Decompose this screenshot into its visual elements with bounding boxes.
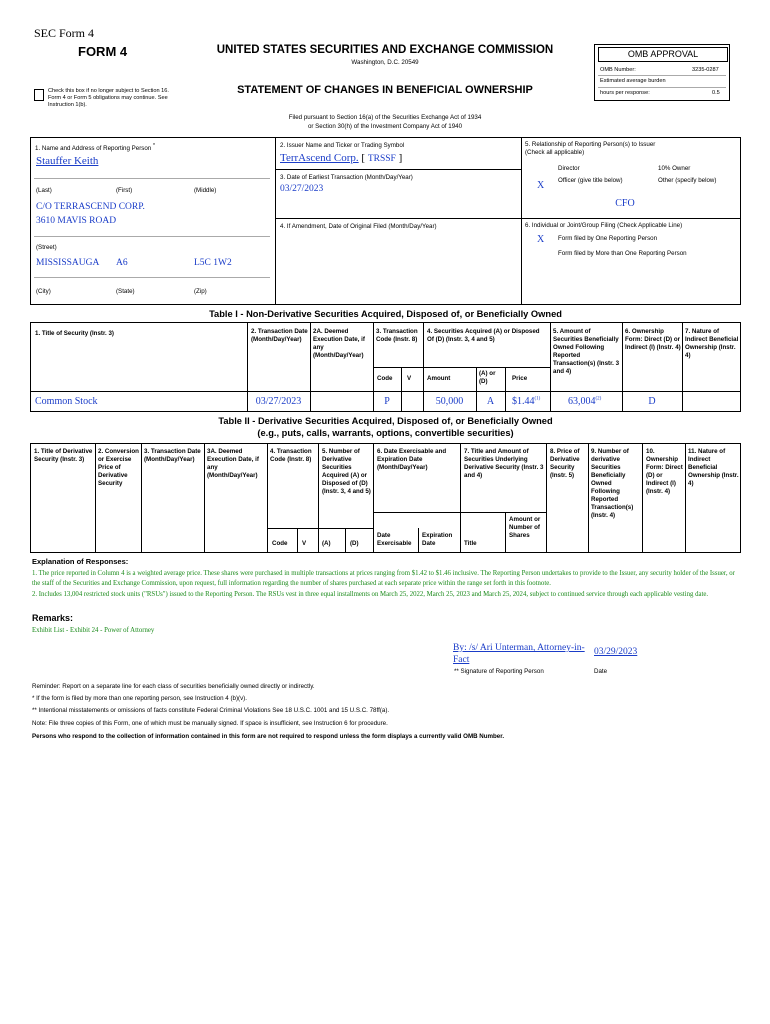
t2-a: (A) (322, 540, 331, 547)
statement-title: STATEMENT OF CHANGES IN BENEFICIAL OWNERSHIP (237, 84, 533, 96)
box6-filing (521, 218, 741, 305)
city-value: MISSISSAUGA (36, 258, 100, 268)
date-label: Date (594, 668, 608, 675)
checkbox-text: Check this box if no longer subject to Section 16. Form 4 or Form 5 obligations may continue. See Instruction 1(b). (48, 88, 169, 108)
omb-title: OMB APPROVAL (598, 47, 728, 62)
box4-label: 4. If Amendment, Date of Original Filed (Month/Day/Year) (280, 223, 437, 230)
reporting-person-name-link[interactable]: Stauffer Keith (36, 155, 99, 167)
omb-burden-label: Estimated average burden (600, 78, 666, 84)
t1-h6: 6. Ownership Form: Direct (D) or Indirect (I) (Instr. 4) (625, 328, 681, 351)
t1-row-date: 03/27/2023 (255, 396, 302, 407)
t2-h1: 1. Title of Derivative Security (Instr. 3) (34, 448, 93, 463)
t2-h7: 7. Title and Amount of Securities Underlying Derivative Security (Instr. 3 and 4) (464, 448, 544, 479)
note-3: Note: File three copies of this Form, one of which must be manually signed. If space is insufficient, see Instruction 6 for procedure. (32, 720, 388, 727)
other-label: Other (specify below) (658, 177, 717, 184)
box6-label: 6. Individual or Joint/Group Filing (Check Applicable Line) (525, 222, 683, 229)
t2-amt: Amount or Number of Shares (509, 516, 541, 539)
t1-code: Code (377, 375, 393, 382)
footnote-1: 1. The price reported in Column 4 is a weighted average price. These shares were purchased in multiple transactions at prices ranging from $1.42 to $1.46 inclusive. The Reporting Person undertakes to provide to the Issuer, any security holder of the Issuer, or the staff of the Securities and Exchange Commission, upon request, full information regarding the number of shares purchased at each separate price within the range set forth in this footnote. (32, 570, 735, 587)
omb-number: 3235-0287 (692, 67, 719, 73)
form-label: FORM 4 (78, 44, 128, 59)
t2-h10: 10. Ownership Form: Direct (D) or Indirect (I) (Instr. 4) (646, 448, 683, 495)
t2-h3: 3. Transaction Date (Month/Day/Year) (144, 448, 201, 463)
omb-hours: 0.5 (712, 90, 720, 96)
t1-h4: 4. Securities Acquired (A) or Disposed Of (D) (Instr. 3, 4 and 5) (427, 328, 540, 343)
earliest-date-value: 03/27/2023 (280, 184, 324, 194)
t1-aord: (A) or (D) (479, 370, 496, 385)
t2-code: Code (272, 540, 288, 547)
t2-h9: 9. Number of derivative Securities Beneficially Owned Following Reported Transaction(s) (Instr. 4) (591, 448, 634, 519)
address-line-2: 3610 MAVIS ROAD (36, 216, 117, 226)
table2-subtitle: (e.g., puts, calls, warrants, options, convertible securities) (257, 428, 514, 438)
t2-t: Title (464, 540, 477, 547)
t2-h8: 8. Price of Derivative Security (Instr. 5) (550, 448, 580, 479)
officer-check-mark[interactable]: X (537, 180, 545, 191)
owner10-label: 10% Owner (658, 165, 691, 172)
t1-row-amount: 50,000 (435, 396, 464, 407)
t1-h1: 1. Title of Security (Instr. 3) (35, 330, 114, 337)
box1-star: * (153, 143, 156, 149)
state-label: (State) (116, 288, 135, 295)
t1-amount: Amount (427, 375, 451, 382)
note-1: * If the form is filed by more than one reporting person, see Instruction 4 (b)(v). (32, 695, 247, 702)
box1-label: 1. Name and Address of Reporting Person (35, 145, 152, 153)
ticker-symbol: TRSSF (367, 154, 396, 164)
zip-label: (Zip) (194, 288, 207, 295)
one-person-check-mark[interactable]: X (537, 234, 545, 245)
officer-title-value: CFO (615, 198, 635, 209)
commission-city: Washington, D.C. 20549 (351, 59, 419, 66)
box4-amendment (275, 218, 522, 305)
table1-title: Table I - Non-Derivative Securities Acquired, Disposed of, or Beneficially Owned (209, 309, 562, 319)
t1-row-aord: A (486, 396, 495, 407)
t2-h6: 6. Date Exercisable and Expiration Date (Month/Day/Year) (377, 448, 447, 471)
t1-h2: 2. Transaction Date (Month/Day/Year) (251, 328, 308, 343)
filed-pursuant-2: or Section 30(h) of the Investment Company Act of 1940 (307, 123, 463, 130)
director-label: Director (558, 165, 580, 172)
box5-label: 5. Relationship of Reporting Person(s) to Issuer (525, 141, 656, 148)
middle-label: (Middle) (194, 187, 217, 194)
signature-by: By: /s/ Ari Unterman, Attorney-in-Fact (453, 643, 585, 665)
t1-row-title: Common Stock (35, 396, 98, 407)
t2-h4: 4. Transaction Code (Instr. 8) (270, 448, 312, 463)
issuer-name-link[interactable]: TerrAscend Corp. (280, 152, 359, 164)
t1-row-price: $1.44 (512, 396, 535, 407)
no-longer-subject-checkbox[interactable] (34, 89, 44, 101)
table2-title: Table II - Derivative Securities Acquired, Disposed of, or Beneficially Owned (218, 416, 553, 426)
t2-h5: 5. Number of Derivative Securities Acquired (A) or Disposed of (D) (Instr. 3, 4 and 5) (322, 448, 371, 495)
page-header: SEC Form 4 (34, 26, 95, 40)
t1-h7: 7. Nature of Indirect Beneficial Ownership (Instr. 4) (685, 328, 739, 359)
t1-v: V (407, 375, 412, 382)
box3-label: 3. Date of Earliest Transaction (Month/Day/Year) (280, 174, 413, 181)
zip-value: L5C 1W2 (194, 258, 232, 268)
first-label: (First) (116, 187, 133, 194)
remarks-text: Exhibit List - Exhibit 24 - Power of Attorney (32, 627, 155, 634)
explanation-label: Explanation of Responses: (32, 557, 129, 566)
t2-d: (D) (350, 540, 359, 547)
city-label: (City) (36, 288, 51, 295)
t2-h11: 11. Nature of Indirect Beneficial Ownership (Instr. 4) (688, 448, 739, 487)
filed-pursuant: Filed pursuant to Section 16(a) of the Securities Exchange Act of 1934 (288, 114, 482, 121)
t2-v: V (302, 540, 307, 547)
street-label: (Street) (36, 244, 57, 251)
commission-title: UNITED STATES SECURITIES AND EXCHANGE COMMISSION (216, 44, 554, 56)
box5-sub: (Check all applicable) (525, 149, 585, 156)
t1-h5: 5. Amount of Securities Beneficially Owned Following Reported Transaction(s) (Instr. 3 and 4) (553, 328, 620, 375)
t1-row-owned: 63,004 (568, 396, 596, 407)
state-value: A6 (116, 258, 128, 268)
signature-label: ** Signature of Reporting Person (454, 668, 544, 675)
omb-number-label: OMB Number: (600, 67, 636, 73)
last-label: (Last) (36, 187, 52, 194)
more-persons-label: Form filed by More than One Reporting Person (558, 250, 687, 257)
address-line-1: C/O TERRASCEND CORP. (36, 202, 145, 212)
t1-price: Price (512, 375, 528, 382)
box2-label: 2. Issuer Name and Ticker or Trading Symbol (280, 142, 405, 149)
reminder-note: Reminder: Report on a separate line for each class of securities beneficially owned directly or indirectly. (32, 683, 315, 690)
note-2: ** Intentional misstatements or omissions of facts constitute Federal Criminal Violations See 18 U.S.C. 1001 and 15 U.S.C. 78ff(a). (32, 707, 390, 714)
remarks-label: Remarks: (32, 613, 74, 623)
note-4: Persons who respond to the collection of information contained in this form are not required to respond unless the form displays a currently valid OMB Number. (32, 733, 505, 740)
footnote-2: 2. Includes 13,004 restricted stock units ("RSUs") issued to the Reporting Person. The RSUs vest in three equal installments on March 25, 2022, March 25, 2023 and March 25, 2024, subject to continued service through each applicable vesting date. (32, 591, 709, 598)
t1-h2a: 2A. Deemed Execution Date, if any (Month/Day/Year) (313, 328, 365, 359)
t2-de: Date Exercisable (377, 532, 412, 547)
t1-h3: 3. Transaction Code (Instr. 8) (376, 328, 418, 343)
t2-ed: Expiration Date (422, 532, 453, 547)
signature-date: 03/29/2023 (594, 647, 638, 657)
one-person-label: Form filed by One Reporting Person (558, 235, 658, 242)
t2-h3a: 3A. Deemed Execution Date, if any (Month/Day/Year) (207, 448, 259, 479)
officer-label: Officer (give title below) (558, 177, 623, 184)
t1-row-owned-footnote: (2) (595, 396, 602, 402)
t2-h2: 2. Conversion or Exercise Price of Derivative Security (98, 448, 139, 487)
t1-row-price-footnote: (1) (534, 396, 541, 402)
t1-row-code: P (384, 396, 390, 407)
t1-row-form: D (648, 396, 656, 407)
omb-hours-label: hours per response: (600, 90, 650, 96)
